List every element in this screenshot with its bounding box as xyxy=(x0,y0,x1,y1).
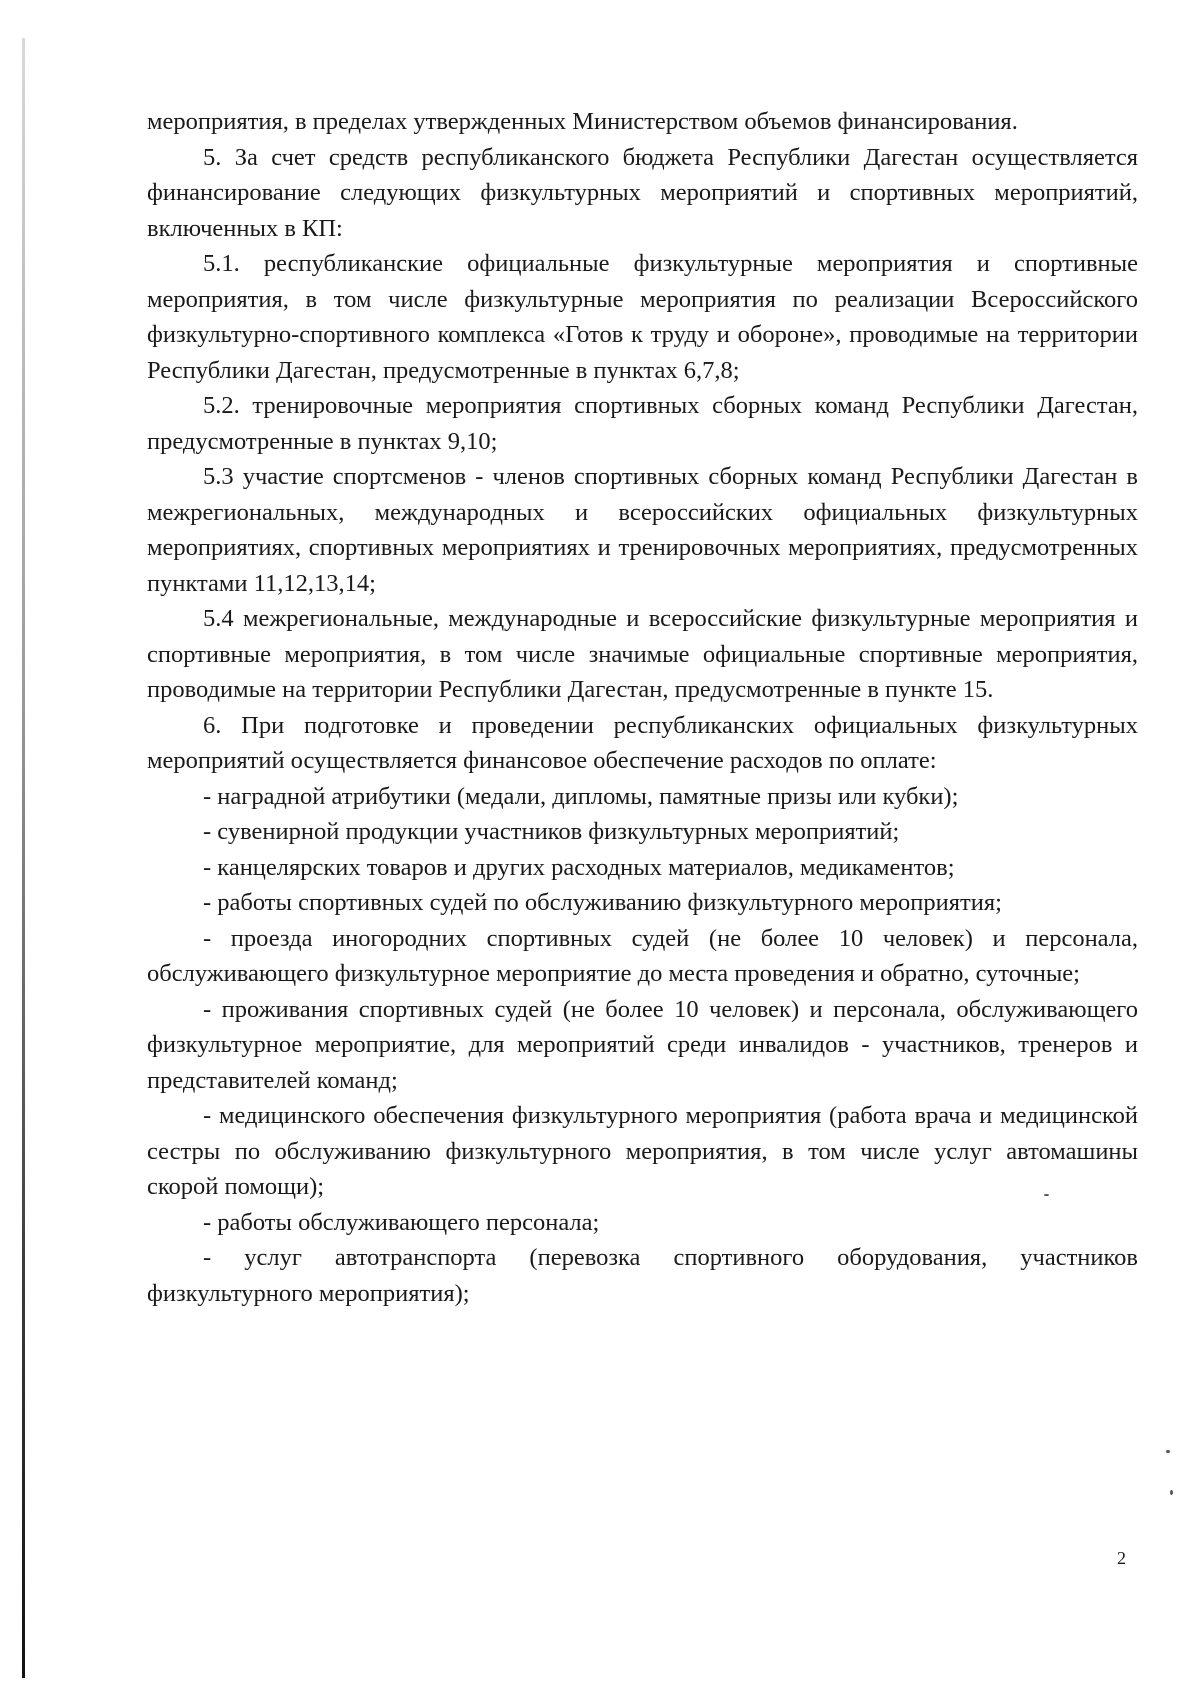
paragraph-5: 5. За счет средств республиканского бюджета Республики Дагестан осуществляется финансирование следующих физкультурных мероприятий и спортивных мероприятий, включенных в КП: xyxy=(147,143,1138,242)
paragraph-1: мероприятия, в пределах утвержденных Министерством объемов финансирования. xyxy=(147,108,1018,135)
paragraph-5-2: 5.2. тренировочные мероприятия спортивных сборных команд Республики Дагестан, предусмотренные в пунктах 9,10; xyxy=(147,392,1138,455)
document-body xyxy=(147,104,1138,1311)
list-item-souvenirs: - сувенирной продукции участников физкультурных мероприятий; xyxy=(203,818,900,845)
list-item-transport: - услуг автотранспорта (перевозка спортивного оборудования, участников физкультурного мероприятия); xyxy=(147,1244,1138,1307)
paragraph-5-4: 5.4 межрегиональные, международные и всероссийские физкультурные мероприятия и спортивные мероприятия, в том числе значимые официальные спортивные мероприятия, проводимые на территории Республики Дагестан, предусмотренные в пункте 15. xyxy=(147,605,1138,703)
paragraph-5-1: 5.1. республиканские официальные физкультурные мероприятия и спортивные мероприятия, в том числе физкультурные мероприятия по реализации Всероссийского физкультурно-спортивного комплекса «Готов к труду и обороне», проводимые на территории Республики Дагестан, предусмотренные в пунктах 6,7,8; xyxy=(147,250,1138,384)
page-number: 2 xyxy=(1117,1548,1126,1568)
list-item-awards: - наградной атрибутики (медали, дипломы, памятные призы или кубки); xyxy=(203,782,959,810)
scan-edge-line xyxy=(22,38,25,1678)
list-item-medical: - медицинского обеспечения физкультурного мероприятия (работа врача и медицинской сестры по обслуживанию физкультурного мероприятия, в том числе услуг автомашины скорой помощи); xyxy=(147,1102,1138,1200)
list-item-judges-work: - работы спортивных судей по обслуживанию физкультурного мероприятия; xyxy=(203,889,1002,916)
list-item-accommodation: - проживания спортивных судей (не более 10 человек) и персонала, обслуживающего физкультурное мероприятие, для мероприятий среди инвалидов - участников, тренеров и представителей команд; xyxy=(147,995,1138,1094)
paragraph-6: 6. При подготовке и проведении республиканских официальных физкультурных мероприятий осуществляется финансовое обеспечение расходов по оплате: xyxy=(147,711,1138,774)
scan-speck xyxy=(1170,1490,1173,1495)
list-item-stationery: - канцелярских товаров и других расходных материалов, медикаментов; xyxy=(203,853,955,881)
paragraph-5-3: 5.3 участие спортсменов - членов спортивных сборных команд Республики Дагестан в межрегиональных, международных и всероссийских официальных физкультурных мероприятиях, спортивных мероприятиях и тренировочных мероприятиях, предусмотренных пунктами 11,12,13,14; xyxy=(147,463,1138,597)
scan-speck xyxy=(1166,1450,1170,1453)
list-item-staff: - работы обслуживающего персонала; xyxy=(203,1208,600,1236)
list-item-travel: - проезда иногородних спортивных судей (не более 10 человек) и персонала, обслуживающего физкультурное мероприятие до места проведения и обратно, суточные; xyxy=(147,924,1138,987)
